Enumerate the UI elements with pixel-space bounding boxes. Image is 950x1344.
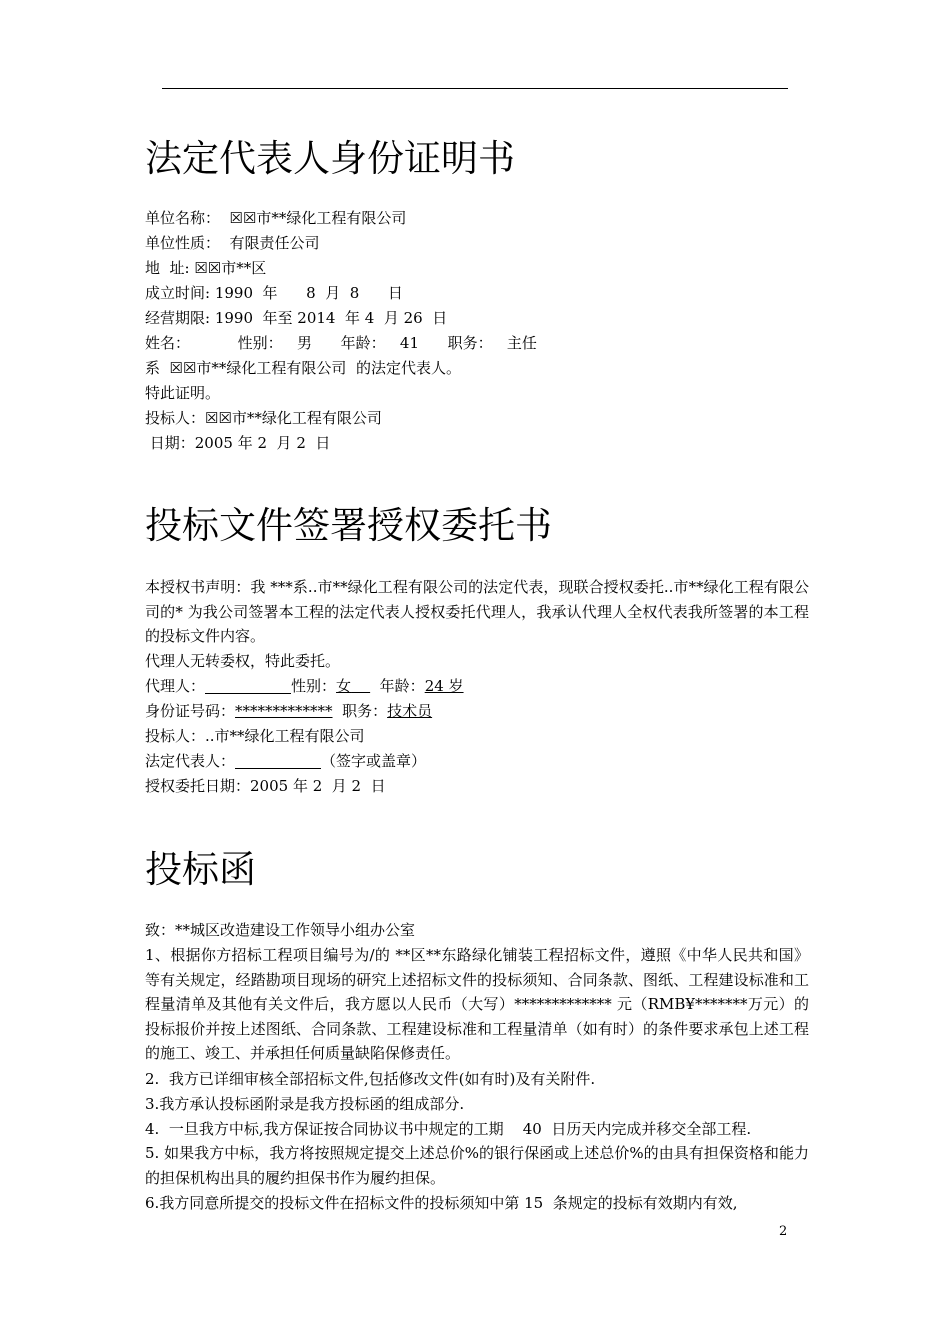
person-line: 姓名： 性别： 男 年龄： 41 职务： 主任 xyxy=(145,334,537,352)
legal-rep-line xyxy=(145,749,426,774)
id-line xyxy=(145,699,432,724)
clause-1-text: 1、根据你方招标工程项目编号为/的 **区**东路绿化铺装工程招标文件，遵照《中华人民共和国》等有关规定，经踏勘项目现场的研究上述招标文件的投标须知、合同条款、图纸、工程建设标准和工程量清单及其他有关文件后，我方愿以人民币（大写）************* 元（RMB¥*******万元）的投标报价并按上述图纸、合同条款、工程建设标准和工程量清单（如有时）的条件要求承包上述工程的施工、竣工、并承担任何质量缺陷保修责任。 xyxy=(145,946,809,1062)
position-value: 技术员 xyxy=(387,702,433,720)
term-line: 经营期限: 1990 年至 2014 年 4 月 26 日 xyxy=(145,309,448,327)
established-line: 成立时间: 1990 年 8 月 8 日 xyxy=(145,284,403,302)
id-label: 身份证号码： xyxy=(145,702,236,720)
clause-5-text: 5. 如果我方中标，我方将按照规定提交上述总价%的银行保函或上述总价%的由具有担保资格和能力的担保机构出具的履约担保书作为履约担保。 xyxy=(145,1144,809,1187)
unit-type-line: 单位性质： 有限责任公司 xyxy=(145,234,320,252)
unit-name-line: 单位名称： ☒☒市**绿化工程有限公司 xyxy=(145,209,407,227)
clause-3: 3.我方承认投标函附录是我方投标函的组成部分. xyxy=(145,1095,465,1113)
certify-line: 特此证明。 xyxy=(145,384,221,402)
agent-line xyxy=(145,674,464,699)
legal-rep-label: 法定代表人： xyxy=(145,752,236,770)
page-number: 2 xyxy=(779,1224,788,1239)
date-line: 日期：2005 年 2 月 2 日 xyxy=(145,434,331,452)
gender-value-text: 女 xyxy=(336,677,352,695)
bidder-line-2: 投标人：..市**绿化工程有限公司 xyxy=(145,727,365,745)
age-value: 24 岁 xyxy=(424,677,464,695)
recipient-line: 致：**城区改造建设工作领导小组办公室 xyxy=(145,921,416,939)
clause-1 xyxy=(145,943,809,1066)
gender-value xyxy=(336,677,370,695)
section-title-legal-rep-certificate: 法定代表人身份证明书 xyxy=(145,137,515,180)
declaration-text: 本授权书声明：我 ***系..市**绿化工程有限公司的法定代表，现联合授权委托..市**绿化工程有限公司的* 为我公司签署本工程的法定代表人授权委托代理人，我承认代理人全权代表我所签署的本工程的投标文件内容。 xyxy=(145,578,809,645)
statement-line: 系 ☒☒市**绿化工程有限公司 的法定代表人。 xyxy=(145,359,461,377)
id-value: ************* xyxy=(235,702,333,720)
agent-blank xyxy=(205,679,291,694)
section-title-bid-letter: 投标函 xyxy=(145,848,256,891)
bidder-line: 投标人：☒☒市**绿化工程有限公司 xyxy=(145,409,382,427)
clause-6: 6.我方同意所提交的投标文件在招标文件的投标须知中第 15 条规定的投标有效期内有效, xyxy=(145,1194,738,1212)
position-label: 职务： xyxy=(342,702,388,720)
agent-label: 代理人： xyxy=(145,677,206,695)
auth-date-line: 授权委托日期：2005 年 2 月 2 日 xyxy=(145,777,386,795)
legal-rep-blank xyxy=(235,754,321,769)
gender-label: 性别： xyxy=(291,677,337,695)
clause-4: 4. 一旦我方中标,我方保证按合同协议书中规定的工期 40 日历天内完成并移交全部工程. xyxy=(145,1120,752,1138)
declaration-paragraph xyxy=(145,575,809,649)
section-title-authorization: 投标文件签署授权委托书 xyxy=(145,504,552,547)
address-line: 地 址: ☒☒市**区 xyxy=(145,259,267,277)
no-transfer-line: 代理人无转委权，特此委托。 xyxy=(145,652,341,670)
legal-rep-note: （签字或盖章） xyxy=(321,752,427,770)
clause-2: 2. 我方已详细审核全部招标文件,包括修改文件(如有时)及有关附件. xyxy=(145,1070,596,1088)
age-label: 年龄： xyxy=(379,677,425,695)
header-rule xyxy=(162,88,788,89)
clause-5 xyxy=(145,1141,809,1190)
